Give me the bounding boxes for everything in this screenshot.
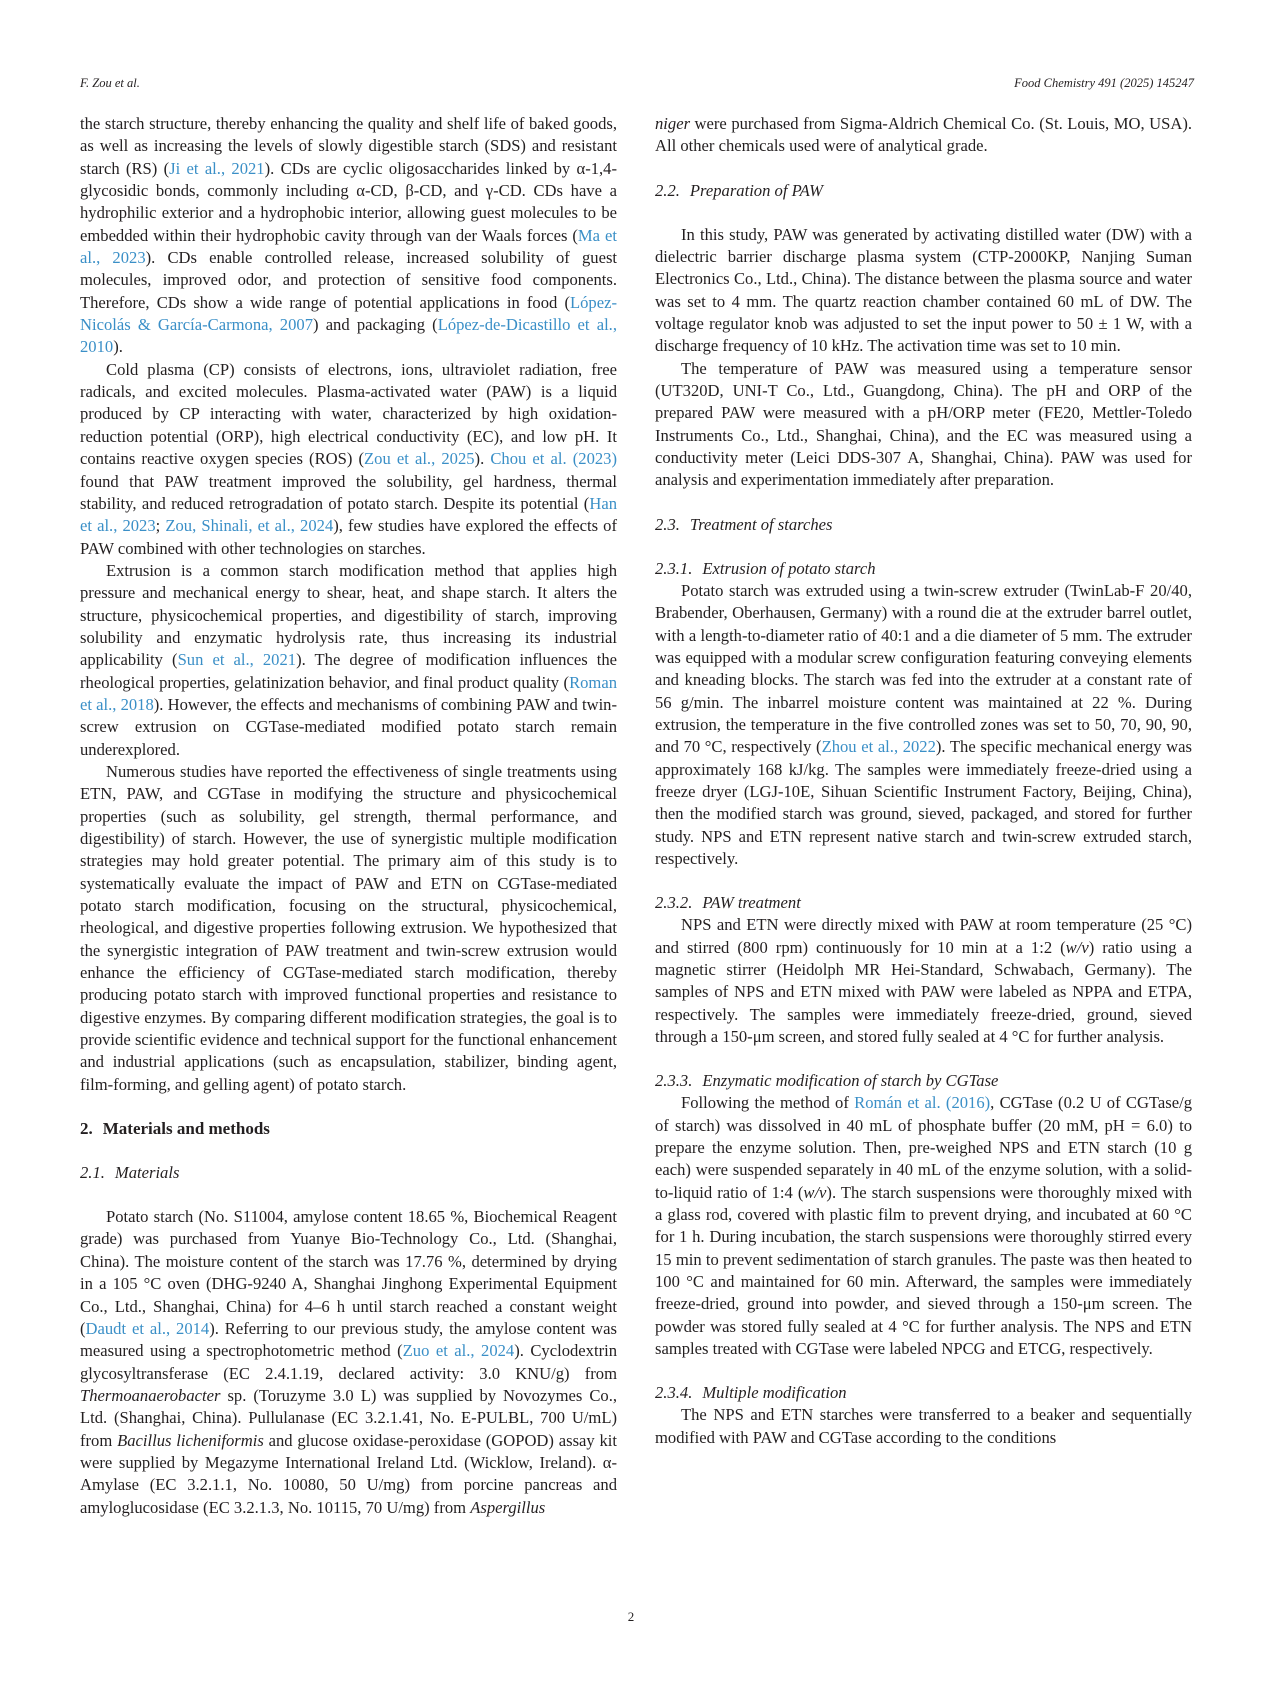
- citation-link[interactable]: López-de-Dicastillo et al., 2010: [80, 315, 617, 357]
- paragraph-materials-continued: niger were purchased from Sigma-Aldrich Chemical Co. (St. Louis, MO, USA). All other chemicals used were of analytical grade.: [655, 114, 1192, 156]
- citation-link[interactable]: Zou, Shinali, et al., 2024: [165, 516, 334, 536]
- subsubsection-heading-extrusion: 2.3.1. Extrusion of potato starch: [655, 558, 876, 578]
- paragraph-paw-measurement: The temperature of PAW was measured using a temperature sensor (UT320D, UNI-T Co., Ltd., Guangdong, China). The pH and ORP of the prepared PAW were measured with a pH/ORP meter (FE20, Mettler-Toledo Instruments Co., Ltd., Shanghai, China), and the EC was measured using a conductivity meter (Leici DDS-307 A, Shanghai, China). PAW was used for analysis and experimentation immediately after preparation.: [655, 358, 1192, 490]
- paragraph-multiple-modification: The NPS and ETN starches were transferred to a beaker and sequentially modified with PAW and CGTase according to the conditions: [655, 1405, 1192, 1447]
- paragraph-cyclodextrins: the starch structure, thereby enhancing the quality and shelf life of baked goods, as well as increasing the levels of slowly digestible starch (SDS) and resistant starch (RS) (Ji et al., 2021). CDs are cyclic oligosaccharides linked by α-1,4-glycosidic bonds, commonly including α-CD, β-CD, and γ-CD. CDs have a hydrophilic exterior and a hydrophobic interior, allowing guest molecules to be embedded within their hydrophobic cavity through van der Waals forces (Ma et al., 2023). CDs enable controlled release, increased solubility of guest molecules, improved odor, and protection of sensitive food components. Therefore, CDs show a wide range of potential applications in food (López-Nicolás & García-Carmona, 2007) and packaging (López-de-Dicastillo et al., 2010).: [80, 114, 618, 357]
- page-number: 2: [627, 1609, 635, 1624]
- citation-link[interactable]: Zhou et al., 2022: [821, 737, 936, 757]
- paragraph-aims: Numerous studies have reported the effectiveness of single treatments using ETN, PAW, and CGTase in modifying the structure and physicochemical properties (such as solubility, gel strength, thermal performance, and digestibility) of starch. However, the use of synergistic multiple modification strategies may hold greater potential. The primary aim of this study is to systematically evaluate the impact of PAW and ETN on CGTase-mediated potato starch modification, focusing on the structural, physicochemical, rheological, and digestive properties following extrusion. We hypothesized that the synergistic integration of PAW treatment and twin-screw extrusion would enhance the efficiency of CGTase-mediated starch modification, thereby producing potato starch with improved functional properties and resistance to digestive enzymes. By comparing different modification strategies, the goal is to provide scientific evidence and technical support for the functional enhancement and industrial applications (such as encapsulation, stabilizer, binding agent, film-forming, and gelling agent) of potato starch.: [80, 761, 617, 1094]
- paragraph-extrusion-method: Potato starch was extruded using a twin-screw extruder (TwinLab-F 20/40, Brabender, Oberhausen, Germany) with a round die at the extruder barrel outlet, with a length-to-diameter ratio of 40:1 and a die diameter of 5 mm. The extruder was equipped with a modular screw configuration featuring conveying elements and kneading blocks. The starch was fed into the extruder at a constant rate of 56 g/min. The inbarrel moisture content was maintained at 22 %. During extrusion, the temperature in the five controlled zones was set to 50, 70, 90, 90, and 70 °C, respectively (Zhou et al., 2022). The specific mechanical energy was approximately 168 kJ/kg. The samples were immediately freeze-dried using a freeze dryer (LGJ-10E, Sihuan Scientific Instrument Factory, Beijing, China), then the modified starch was ground, sieved, packaged, and stored for further study. NPS and ETN represent native starch and twin-screw extruded starch, respectively.: [655, 580, 1192, 868]
- citation-link[interactable]: Ma et al., 2023: [80, 225, 617, 268]
- citation-link[interactable]: Zou et al., 2025: [364, 449, 475, 469]
- citation-link[interactable]: Han et al., 2023: [80, 493, 617, 536]
- citation-link[interactable]: López-Nicolás & García-Carmona, 2007: [80, 292, 617, 335]
- paragraph-paw-treatment: NPS and ETN were directly mixed with PAW at room temperature (25 °C) and stirred (800 rpm) continuously for 10 min at a 1:2 (w/v) ratio using a magnetic stirrer (Heidolph MR Hei-Standard, Schwabach, Germany). The samples of NPS and ETN mixed with PAW were labeled as NPPA and ETPA, respectively. The samples were immediately freeze-dried, ground, sieved through a 150-μm screen, and stored fully sealed at 4 °C for further analysis.: [655, 915, 1192, 1046]
- paragraph-materials: Potato starch (No. S11004, amylose content 18.65 %, Biochemical Reagent grade) was purchased from Yuanye Bio-Technology Co., Ltd. (Shanghai, China). The moisture content of the starch was 17.76 %, determined by drying in a 105 °C oven (DHG-9240 A, Shanghai Jinghong Experimental Equipment Co., Ltd., Shanghai, China) for 4–6 h until starch reached a constant weight (Daudt et al., 2014). Referring to our previous study, the amylose content was measured using a spectrophotometric method (Zuo et al., 2024). Cyclodextrin glycosyltransferase (EC 2.4.1.19, declared activity: 3.0 KNU/g) from Thermoanaerobacter sp. (Toruzyme 3.0 L) was supplied by Novozymes Co., Ltd. (Shanghai, China). Pullulanase (EC 3.2.1.41, No. E-PULBL, 700 U/mL) from Bacillus licheniformis and glucose oxidase-peroxidase (GOPOD) assay kit were supplied by Megazyme International Ireland Ltd. (Wicklow, Ireland). α-Amylase (EC 3.2.1.1, No. 10080, 50 U/mg) from porcine pancreas and amyloglucosidase (EC 3.2.1.3, No. 10115, 70 U/mg) from Aspergillus: [80, 1207, 617, 1517]
- citation-link[interactable]: Daudt et al., 2014: [85, 1318, 210, 1338]
- paragraph-extrusion: Extrusion is a common starch modification method that applies high pressure and mechanical energy to shear, heat, and shape starch. It alters the structure, physicochemical properties, and digestibility of starch, improving solubility and enzymatic hydrolysis rate, thus increasing its industrial applicability (Sun et al., 2021). The degree of modification influences the rheological properties, gelatinization behavior, and final product quality (Roman et al., 2018). However, the effects and mechanisms of combining PAW and twin-screw extrusion on CGTase-mediated modified potato starch remain underexplored.: [80, 560, 618, 759]
- running-head-authors: F. Zou et al.: [80, 76, 140, 90]
- citation-link[interactable]: Ji et al., 2021: [169, 158, 265, 178]
- right-column: [655, 113, 1192, 1449]
- subsubsection-heading-multiple-modification: 2.3.4. Multiple modification: [655, 1383, 847, 1403]
- citation-link[interactable]: Zuo et al., 2024: [402, 1341, 515, 1361]
- citation-link[interactable]: Román et al. (2016): [854, 1093, 991, 1113]
- left-column: [80, 113, 617, 1519]
- citation-link[interactable]: Chou et al. (2023): [490, 449, 617, 469]
- citation-link[interactable]: Sun et al., 2021: [177, 650, 297, 670]
- section-heading-materials-methods: 2. Materials and methods: [80, 1119, 270, 1139]
- running-head-journal: Food Chemistry 491 (2025) 145247: [1014, 76, 1194, 90]
- paragraph-cold-plasma: Cold plasma (CP) consists of electrons, ions, ultraviolet radiation, free radicals, and excited molecules. Plasma-activated water (PAW) is a liquid produced by CP interacting with water, characterized by high oxidation-reduction potential (ORP), high electrical conductivity (EC), and low pH. It contains reactive oxygen species (ROS) (Zou et al., 2025). Chou et al. (2023) found that PAW treatment improved the solubility, gel hardness, thermal stability, and reduced retrogradation of potato starch. Despite its potential (Han et al., 2023; Zou, Shinali, et al., 2024), few studies have explored the effects of PAW combined with other technologies on starches.: [80, 359, 617, 558]
- citation-link[interactable]: Roman et al., 2018: [80, 672, 617, 714]
- subsubsection-heading-paw-treatment: 2.3.2. PAW treatment: [655, 893, 801, 913]
- subsection-heading-treatment: 2.3. Treatment of starches: [655, 514, 833, 534]
- paragraph-paw-generation: In this study, PAW was generated by activating distilled water (DW) with a dielectric barrier discharge plasma system (CTP-2000KP, Nanjing Suman Electronics Co., Ltd., China). The distance between the plasma source and water was set to 4 mm. The quartz reaction chamber contained 60 mL of DW. The voltage regulator knob was adjusted to set the input power to 50 ± 1 W, with a discharge frequency of 10 kHz. The activation time was set to 10 min.: [655, 224, 1192, 356]
- subsection-heading-preparation-paw: 2.2. Preparation of PAW: [655, 180, 823, 200]
- paragraph-cgtase-method: Following the method of Román et al. (2016), CGTase (0.2 U of CGTase/g of starch) was dissolved in 40 mL of phosphate buffer (20 mM, pH = 6.0) to prepare the enzyme solution. Then, pre-weighed NPS and ETN starch (10 g each) were suspended separately in 40 mL of the enzyme solution, with a solid-to-liquid ratio of 1:4 (w/v). The starch suspensions were thoroughly mixed with a glass rod, covered with plastic film to prevent drying, and incubated at 60 °C for 1 h. During incubation, the starch suspensions were thoroughly stirred every 15 min to prevent sedimentation of starch granules. The paste was then heated to 100 °C and maintained for 60 min. Afterward, the samples were immediately freeze-dried, ground into powder, and sieved through a 150-μm screen. The powder was stored fully sealed at 4 °C for further analysis. The NPS and ETN samples treated with CGTase were labeled NPCG and ETCG, respectively.: [655, 1093, 1193, 1359]
- subsubsection-heading-cgtase: 2.3.3. Enzymatic modification of starch by CGTase: [655, 1071, 999, 1091]
- subsection-heading-materials: 2.1. Materials: [80, 1163, 180, 1183]
